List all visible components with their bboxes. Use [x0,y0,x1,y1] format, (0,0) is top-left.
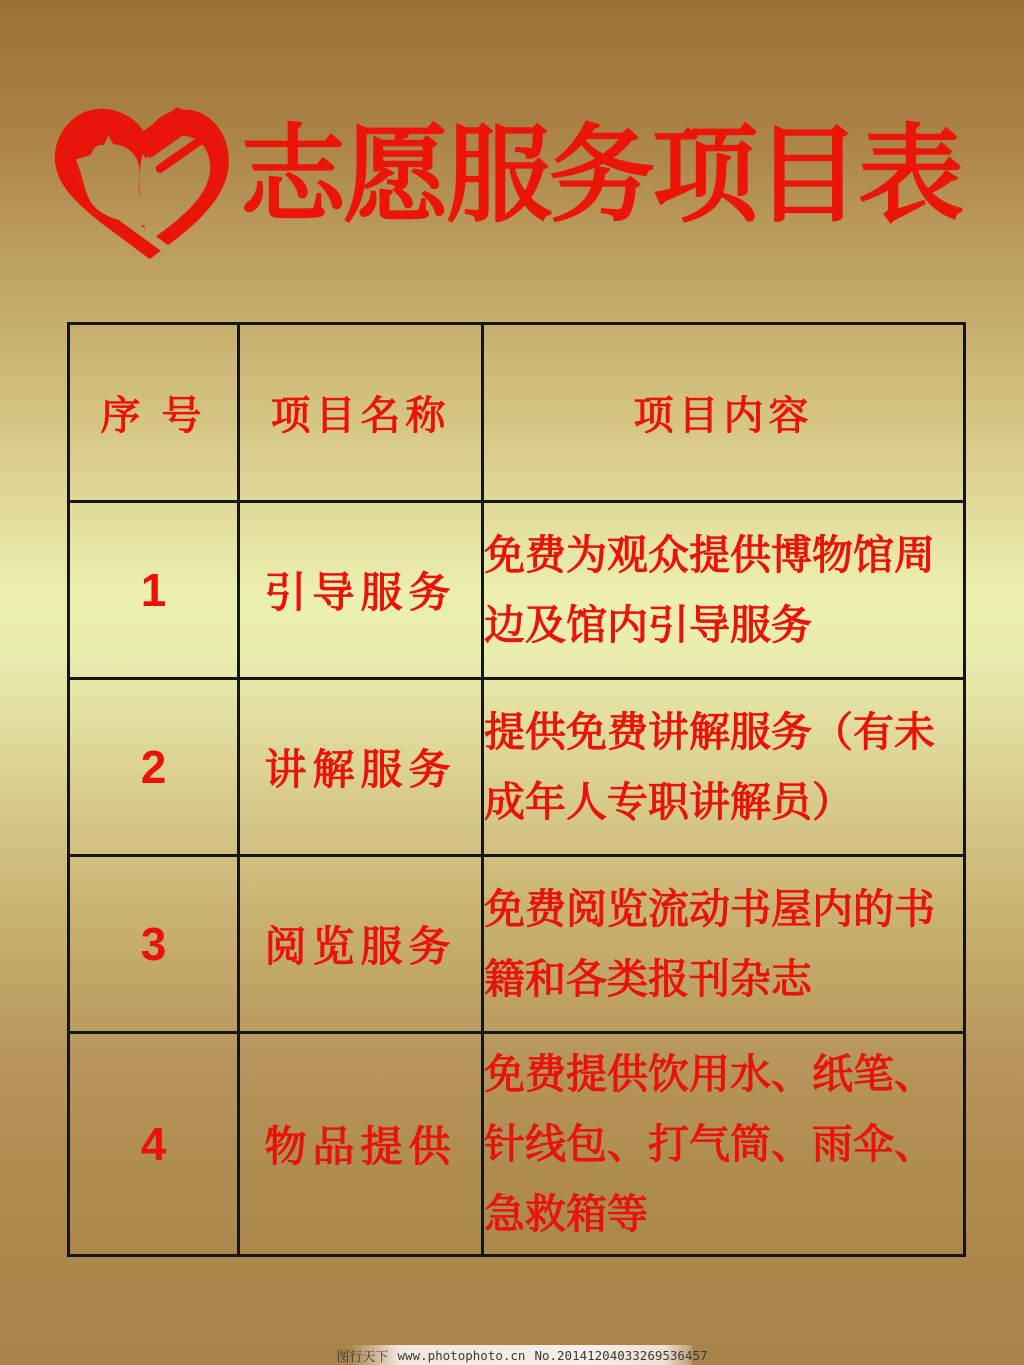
row-number: 4 [69,1033,239,1256]
table-header-row [69,324,965,502]
watermark-serial-number: No.20141204033269536457 [534,1347,708,1363]
table-row [69,856,965,1033]
project-name: 引导服务 [239,502,483,679]
project-content: 免费提供饮用水、纸笔、针线包、打气筒、雨伞、急救箱等 [483,1033,965,1256]
column-header-name: 项目名称 [239,324,483,502]
services-table [67,322,966,1257]
row-number: 3 [69,856,239,1033]
column-header-content: 项目内容 [483,324,965,502]
watermark-url: www.photophoto.cn [397,1347,526,1363]
table-row [69,502,965,679]
table-row [69,1033,965,1256]
page-title: 志愿服务项目表 [240,118,961,235]
project-content: 提供免费讲解服务（有未成年人专职讲解员） [483,679,965,856]
watermark-bar [336,1345,708,1365]
project-name: 讲解服务 [239,679,483,856]
project-name: 物品提供 [239,1033,483,1256]
row-number: 2 [69,679,239,856]
project-content: 免费为观众提供博物馆周边及馆内引导服务 [483,502,965,679]
row-number: 1 [69,502,239,679]
column-header-no: 序 号 [69,324,239,502]
table-row [69,679,965,856]
volunteer-heart-icon [50,100,242,263]
watermark-site-name: 图行天下 [336,1348,389,1364]
project-name: 阅览服务 [239,856,483,1033]
project-content: 免费阅览流动书屋内的书籍和各类报刊杂志 [483,856,965,1033]
